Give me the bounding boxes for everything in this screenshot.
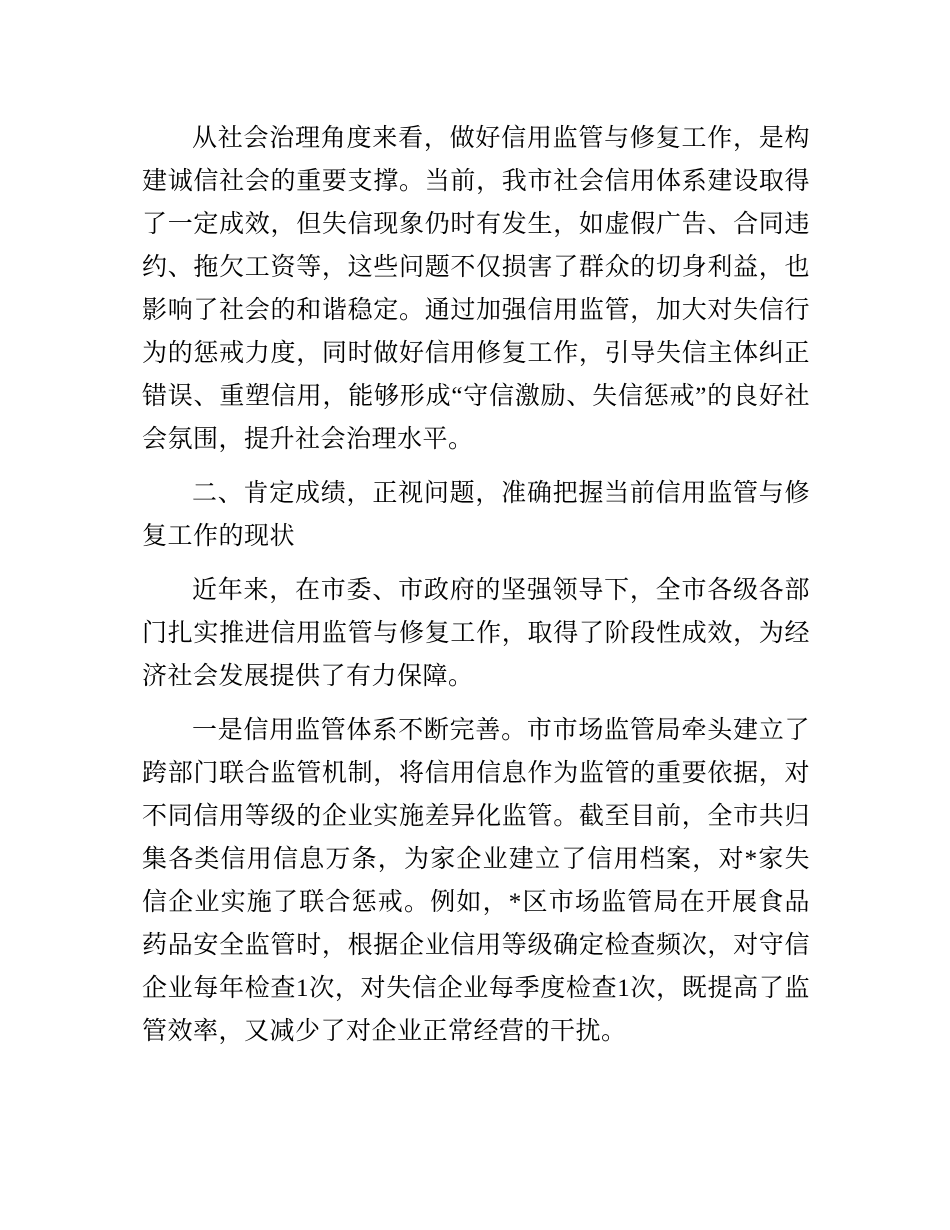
paragraph-social-governance: 从社会治理角度来看，做好信用监管与修复工作，是构建诚信社会的重要支撑。当前，我市社会信用体系建设取得了一定成效，但失信现象仍时有发生，如虚假广告、合同违约、拖欠工资等，这些问题不仅损害了群众的切身利益，也影响了社会的和谐稳定。通过加强信用监管，加大对失信行为的惩戒力度，同时做好信用修复工作，引导失信主体纠正错误、重塑信用，能够形成“守信激励、失信惩戒”的良好社会氛围，提升社会治理水平。 [142, 125, 810, 453]
paragraph-recent-years-overview: 近年来，在市委、市政府的坚强领导下，全市各级各部门扎实推进信用监管与修复工作，取得了阶段性成效，为经济社会发展提供了有力保障。 [142, 577, 810, 690]
section-heading-two: 二、肯定成绩，正视问题，准确把握当前信用监管与修复工作的现状 [142, 480, 810, 550]
paragraph-credit-supervision-system: 一是信用监管体系不断完善。市市场监管局牵头建立了跨部门联合监管机制，将信用信息作为监管的重要依据，对不同信用等级的企业实施差异化监管。截至目前，全市共归集各类信用信息万条，为家企业建立了信用档案，对*家失信企业实施了联合惩戒。例如，*区市场监管局在开展食品药品安全监管时，根据企业信用等级确定检查频次，对守信企业每年检查1次，对失信企业每季度检查1次，既提高了监管效率，又减少了对企业正常经营的干扰。 [142, 717, 810, 1045]
document-body [142, 117, 810, 1064]
